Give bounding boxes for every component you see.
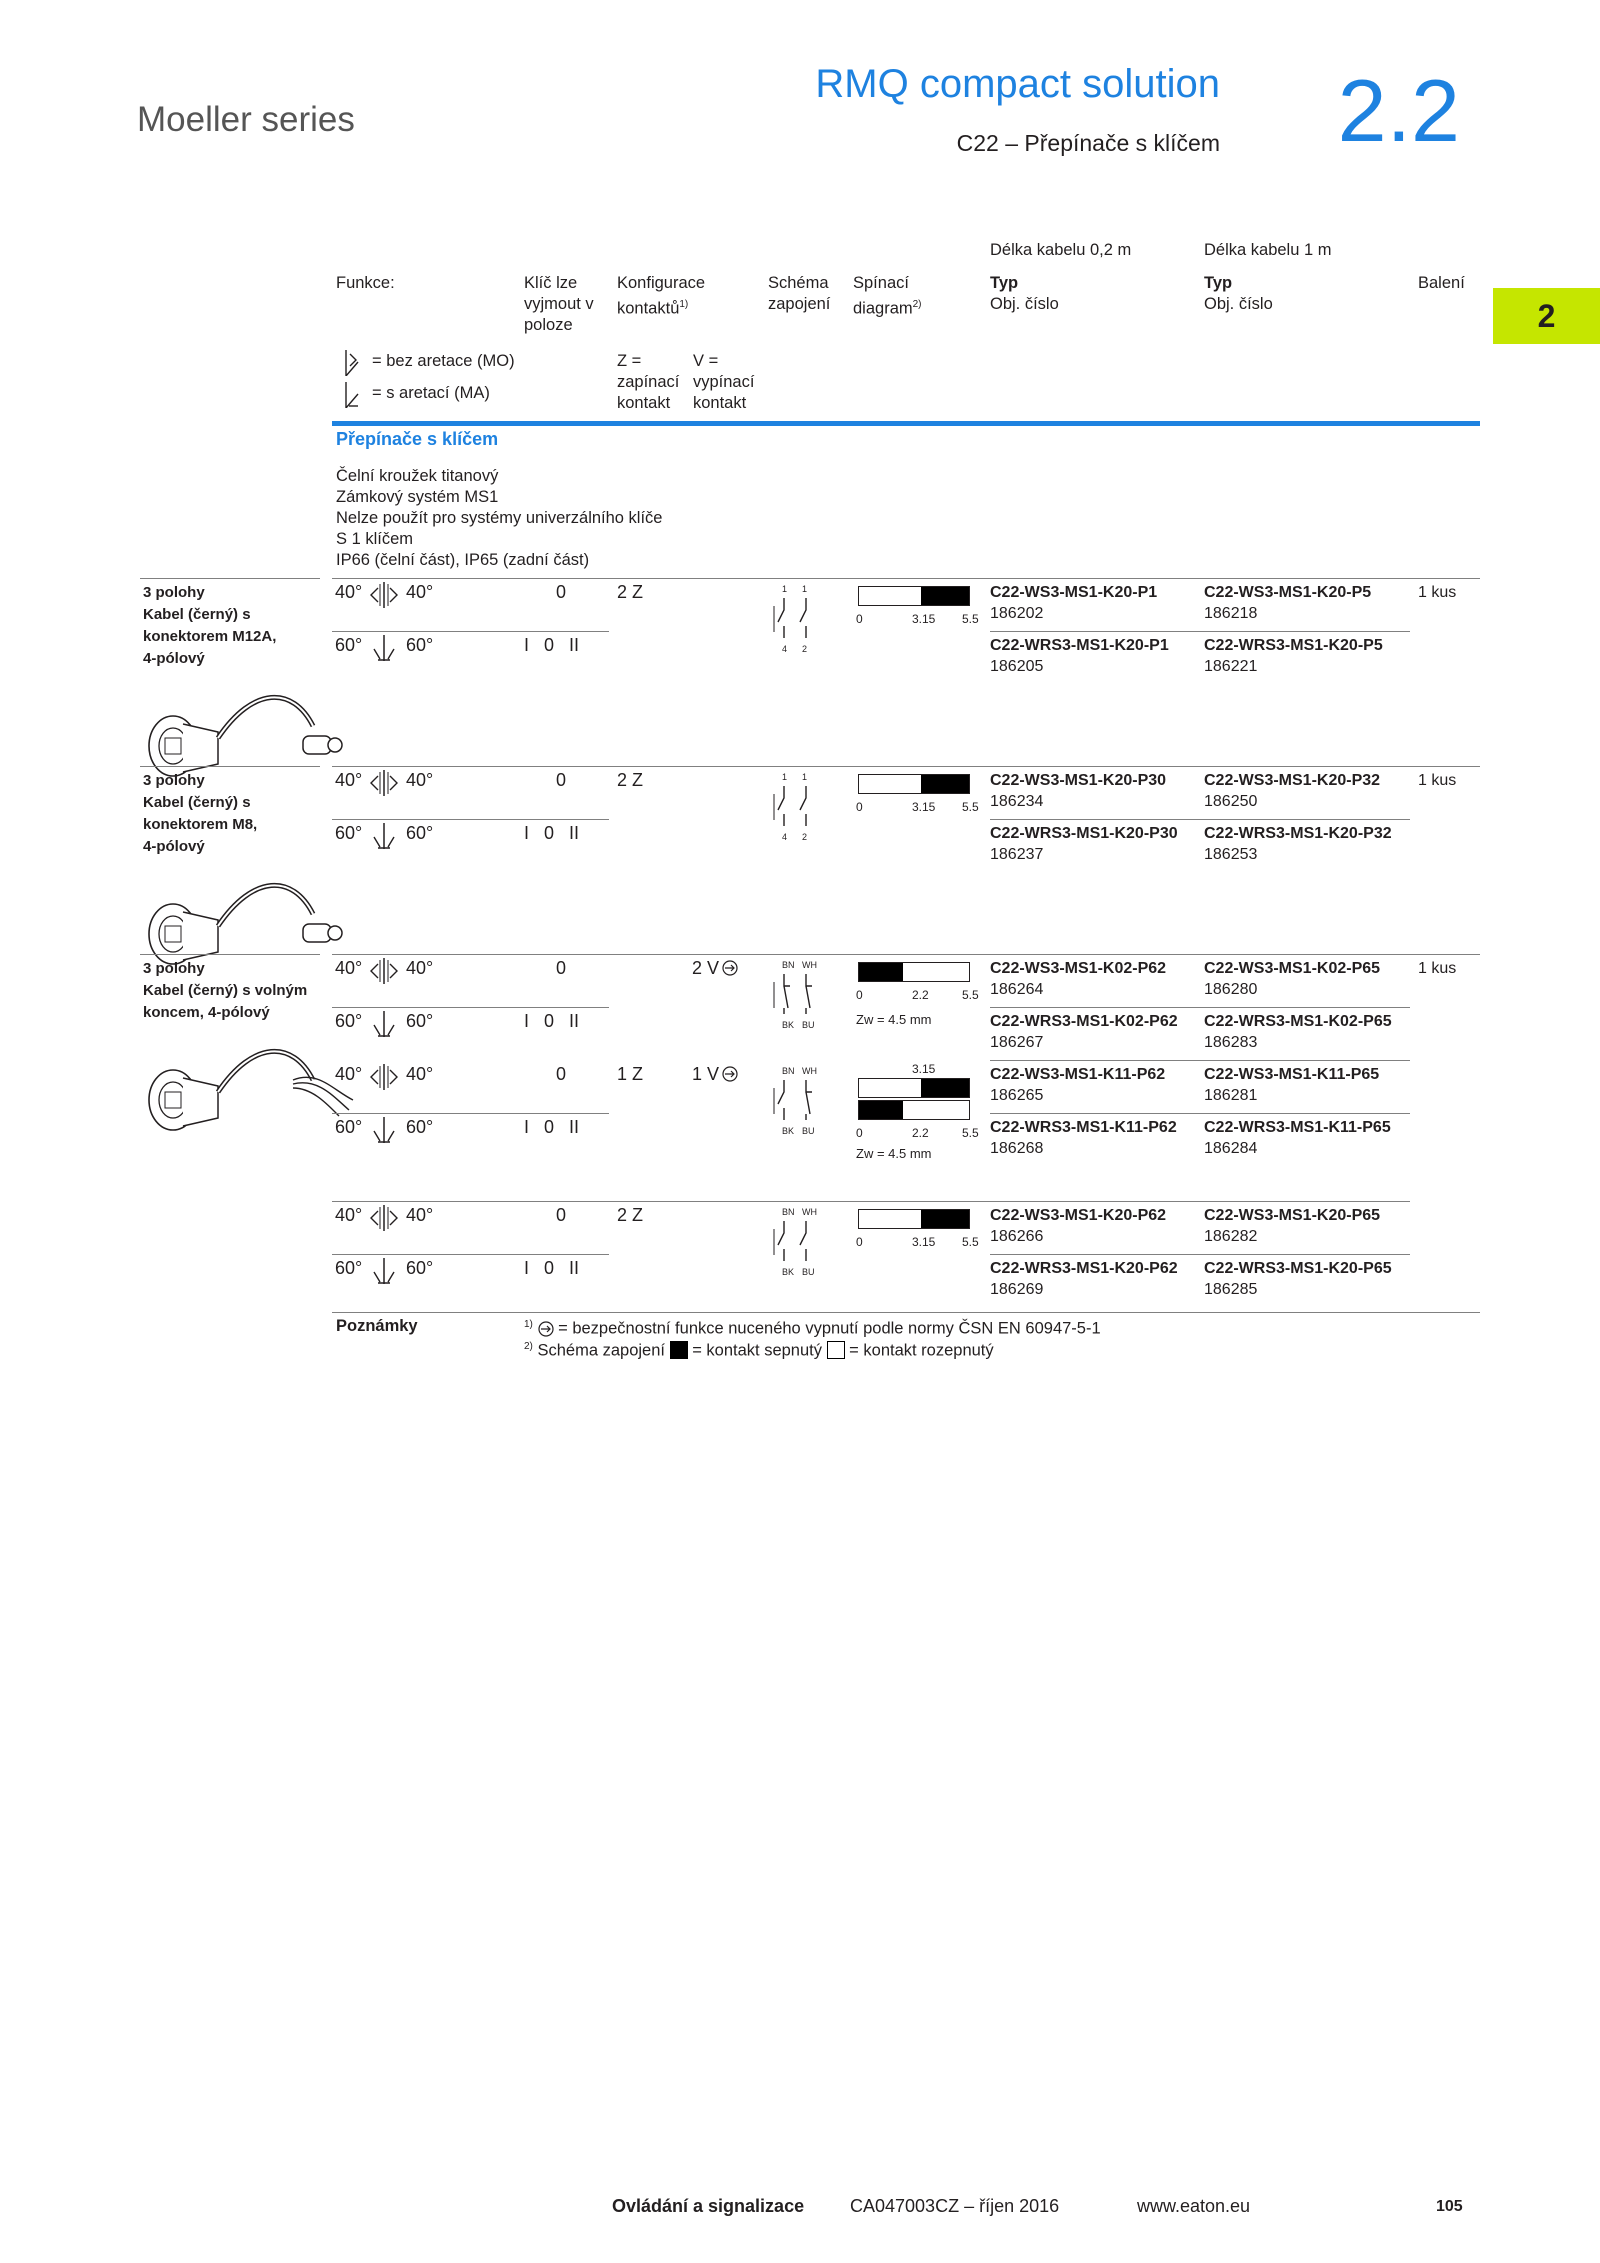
order-number-1m: 186284 — [1204, 1140, 1258, 1157]
angle-left: 60° — [335, 635, 363, 655]
footer-section: Ovládání a signalizace — [612, 2196, 805, 2216]
packaging: 1 kus — [1418, 584, 1457, 601]
chapter-tab-label: 2 — [1537, 297, 1556, 334]
legend-maintained: = s aretací (MA) — [372, 384, 490, 402]
group-label: 3 polohy Kabel (černý) s konektorem M12A, 4-pólový — [143, 584, 277, 667]
momentary-rotary-icon — [368, 1203, 400, 1238]
svg-text:WH: WH — [802, 960, 817, 970]
type-code-02m: C22-WRS3-MS1-K20-P30 — [990, 825, 1178, 842]
momentary-rotary-icon — [368, 1062, 400, 1097]
diagram-tick: 3.15 — [912, 612, 936, 626]
group-divider — [332, 766, 1480, 767]
row-divider — [990, 631, 1410, 632]
contact-config: 2 Z — [617, 1205, 644, 1225]
wiring-schema — [770, 768, 826, 857]
type-code-02m: C22-WRS3-MS1-K20-P62 — [990, 1260, 1178, 1277]
momentary-rotary-icon — [368, 956, 400, 991]
packaging: 1 kus — [1418, 960, 1457, 977]
contact-config: 1 Z — [617, 1064, 644, 1084]
type-code-02m: C22-WS3-MS1-K02-P62 — [990, 960, 1167, 977]
contact-config: 2 V — [692, 958, 720, 978]
row-divider — [990, 1254, 1410, 1255]
row-divider — [332, 1007, 609, 1008]
type-code-1m: C22-WRS3-MS1-K20-P5 — [1204, 637, 1383, 654]
type-header-2: Typ Obj. číslo — [1204, 274, 1273, 313]
zw-label: Zw = 4.5 mm — [856, 1012, 932, 1027]
order-number-02m: 186269 — [990, 1281, 1044, 1298]
type-code-1m: C22-WS3-MS1-K20-P5 — [1204, 584, 1372, 601]
notes-divider — [332, 1312, 1480, 1313]
type-code-1m: C22-WRS3-MS1-K20-P65 — [1204, 1260, 1392, 1277]
key-removable-header: Klíč lze vyjmout v poloze — [524, 274, 594, 334]
order-number-1m: 186221 — [1204, 658, 1258, 675]
svg-text:1: 1 — [802, 772, 808, 782]
diagram-tick: 5.5 — [962, 612, 979, 626]
group-label: 3 polohy Kabel (černý) s konektorem M8, 4-pólový — [143, 772, 258, 855]
diagram-tick: 0 — [856, 800, 863, 814]
contact-config: 2 Z — [617, 582, 644, 602]
diagram-tick: 2.2 — [912, 1126, 929, 1140]
angle-right: 60° — [406, 823, 434, 843]
maintained-icon — [344, 382, 360, 408]
type-code-02m: C22-WS3-MS1-K11-P62 — [990, 1066, 1166, 1083]
wiring-schema — [770, 1062, 826, 1151]
type-code-02m: C22-WS3-MS1-K20-P62 — [990, 1207, 1167, 1224]
angle-right: 60° — [406, 1117, 434, 1137]
maintained-rotary-icon — [368, 821, 400, 856]
angle-left: 60° — [335, 1258, 363, 1278]
key-positions: I 0 II — [524, 1011, 580, 1031]
open-contact-swatch — [827, 1341, 845, 1359]
svg-text:4: 4 — [782, 644, 788, 654]
switching-bar — [858, 962, 970, 982]
row-divider — [990, 1060, 1410, 1061]
contact-closed-segment — [921, 775, 969, 793]
order-number-02m: 186268 — [990, 1140, 1044, 1157]
footer-web[interactable]: www.eaton.eu — [1137, 2196, 1251, 2216]
intro-text: Čelní kroužek titanový Zámkový systém MS1 Nelze použít pro systémy univerzálního klíče S 1 klíčem IP66 (čelní část), IP65 (zadní část) — [336, 467, 663, 569]
row-divider — [332, 1113, 609, 1114]
group-divider — [332, 954, 1480, 955]
key-positions: I 0 II — [524, 1258, 580, 1278]
diagram-tick: 5.5 — [962, 1126, 979, 1140]
diagram-tick: 5.5 — [962, 800, 979, 814]
angle-left: 40° — [335, 582, 363, 602]
maintained-rotary-icon — [368, 1115, 400, 1150]
svg-text:BU: BU — [802, 1126, 815, 1136]
angle-right: 60° — [406, 1011, 434, 1031]
type-code-02m: C22-WS3-MS1-K20-P1 — [990, 584, 1158, 601]
svg-text:4: 4 — [782, 832, 788, 842]
group-label: 3 polohy Kabel (černý) s volným koncem, 4-pólový — [143, 960, 308, 1021]
type-header-1: Typ Obj. číslo — [990, 274, 1059, 313]
row-divider — [990, 1113, 1410, 1114]
angle-right: 40° — [406, 1064, 434, 1084]
section-title: Přepínače s klíčem — [336, 429, 499, 449]
wiring-diagram-header: Schéma zapojení — [768, 274, 831, 313]
key-positions: 0 — [556, 958, 567, 978]
group-divider — [140, 578, 320, 579]
switching-bar — [858, 586, 970, 606]
order-number-02m: 186267 — [990, 1034, 1044, 1051]
section-number: 2.2 — [1337, 61, 1460, 160]
angle-right: 60° — [406, 635, 434, 655]
block-divider — [332, 1201, 1410, 1202]
contact-closed-segment — [859, 963, 903, 981]
order-number-1m: 186285 — [1204, 1281, 1258, 1298]
note-1: $^{1)}$ = bezpečnostní funkce nuceného vypnutí podle normy ČSN EN 60947-5-1 — [524, 1319, 1101, 1338]
switching-bar — [858, 1100, 970, 1120]
diagram-tick: 0 — [856, 1235, 863, 1249]
key-positions: 0 — [556, 1205, 567, 1225]
diagram-tick: 2.2 — [912, 988, 929, 1002]
svg-text:BK: BK — [782, 1126, 795, 1136]
angle-left: 60° — [335, 823, 363, 843]
angle-left: 40° — [335, 958, 363, 978]
angle-left: 40° — [335, 1064, 363, 1084]
momentary-rotary-icon — [368, 768, 400, 803]
key-positions: 0 — [556, 770, 567, 790]
contact-closed-segment — [921, 587, 969, 605]
type-code-1m: C22-WRS3-MS1-K20-P32 — [1204, 825, 1392, 842]
row-divider — [332, 1254, 609, 1255]
key-positions: I 0 II — [524, 1117, 580, 1137]
group-divider — [140, 766, 320, 767]
angle-right: 40° — [406, 582, 434, 602]
contact-config: 2 Z — [617, 770, 644, 790]
closed-contact-swatch — [670, 1341, 688, 1359]
diagram-tick: 0 — [856, 988, 863, 1002]
contact-closed-segment — [859, 1101, 903, 1119]
type-code-02m: C22-WRS3-MS1-K20-P1 — [990, 637, 1169, 654]
svg-text:1: 1 — [782, 772, 788, 782]
switching-diagram-header: Spínací diagram$^{2)}$ — [853, 274, 922, 318]
angle-right: 40° — [406, 958, 434, 978]
order-number-1m: 186281 — [1204, 1087, 1258, 1104]
order-number-1m: 186283 — [1204, 1034, 1258, 1051]
maintained-rotary-icon — [368, 1009, 400, 1044]
order-number-1m: 186253 — [1204, 846, 1258, 863]
order-number-02m: 186202 — [990, 605, 1044, 622]
diagram-tick-top: 3.15 — [912, 1062, 936, 1076]
diagram-tick: 0 — [856, 612, 863, 626]
page-subtitle: C22 – Přepínače s klíčem — [956, 130, 1220, 156]
angle-right: 40° — [406, 770, 434, 790]
diagram-tick: 3.15 — [912, 1235, 936, 1249]
row-divider — [990, 1007, 1410, 1008]
group-divider — [140, 954, 320, 955]
packaging-header: Balení — [1418, 274, 1465, 292]
svg-text:BN: BN — [782, 1066, 795, 1076]
order-number-1m: 186280 — [1204, 981, 1258, 998]
series-label: Moeller series — [137, 100, 355, 139]
switching-bar — [858, 774, 970, 794]
forced-opening-icon — [538, 1321, 554, 1337]
angle-left: 40° — [335, 1205, 363, 1225]
row-divider — [990, 819, 1410, 820]
order-number-02m: 186264 — [990, 981, 1044, 998]
order-number-02m: 186265 — [990, 1087, 1044, 1104]
legend-z: Z = zapínací kontakt — [617, 352, 680, 412]
angle-left: 60° — [335, 1117, 363, 1137]
contact-closed-segment — [921, 1210, 969, 1228]
diagram-tick: 5.5 — [962, 988, 979, 1002]
funkce-header: Funkce: — [336, 274, 395, 292]
wiring-schema — [770, 580, 826, 669]
momentary-icon — [344, 350, 360, 376]
page-title: RMQ compact solution — [815, 62, 1220, 106]
svg-text:BK: BK — [782, 1020, 795, 1030]
wiring-schema — [770, 1203, 826, 1292]
footer-catalog: CA047003CZ – říjen 2016 — [850, 2196, 1060, 2216]
key-positions: 0 — [556, 582, 567, 602]
type-code-1m: C22-WRS3-MS1-K02-P65 — [1204, 1013, 1392, 1030]
momentary-rotary-icon — [368, 580, 400, 615]
cable-free-end-image — [143, 1030, 363, 1145]
maintained-rotary-icon — [368, 1256, 400, 1291]
contact-closed-segment — [921, 1079, 969, 1097]
contact-config-header: Konfigurace kontaktů$^{1)}$ — [617, 274, 706, 318]
order-number-02m: 186237 — [990, 846, 1044, 863]
type-code-1m: C22-WRS3-MS1-K11-P65 — [1204, 1119, 1391, 1136]
key-positions: I 0 II — [524, 635, 580, 655]
group-divider — [332, 578, 1480, 579]
svg-text:BU: BU — [802, 1267, 815, 1277]
contact-config-2: 1 V — [692, 1064, 720, 1084]
angle-right: 40° — [406, 1205, 434, 1225]
forced-opening-icon — [722, 1066, 738, 1087]
type-code-1m: C22-WS3-MS1-K20-P32 — [1204, 772, 1381, 789]
svg-text:2: 2 — [802, 644, 808, 654]
order-number-02m: 186205 — [990, 658, 1044, 675]
svg-text:1: 1 — [782, 584, 788, 594]
switching-bar — [858, 1078, 970, 1098]
order-number-02m: 186234 — [990, 793, 1044, 810]
chapter-tab — [1493, 288, 1600, 344]
svg-text:BN: BN — [782, 1207, 795, 1217]
cable-length-02-header: Délka kabelu 0,2 m — [990, 241, 1132, 259]
wiring-schema — [770, 956, 826, 1045]
cable-length-1-header: Délka kabelu 1 m — [1204, 241, 1332, 259]
diagram-tick: 5.5 — [962, 1235, 979, 1249]
type-code-1m: C22-WS3-MS1-K20-P65 — [1204, 1207, 1381, 1224]
angle-left: 60° — [335, 1011, 363, 1031]
type-code-1m: C22-WS3-MS1-K02-P65 — [1204, 960, 1381, 977]
svg-text:BU: BU — [802, 1020, 815, 1030]
key-positions: 0 — [556, 1064, 567, 1084]
svg-text:BN: BN — [782, 960, 795, 970]
section-rule — [332, 421, 1480, 426]
order-number-02m: 186266 — [990, 1228, 1044, 1245]
switching-bar — [858, 1209, 970, 1229]
key-positions: I 0 II — [524, 823, 580, 843]
page-number: 105 — [1436, 2198, 1463, 2215]
type-code-02m: C22-WRS3-MS1-K02-P62 — [990, 1013, 1178, 1030]
zw-label: Zw = 4.5 mm — [856, 1146, 932, 1161]
legend-v: V = vypínací kontakt — [693, 352, 755, 412]
diagram-tick: 3.15 — [912, 800, 936, 814]
legend-momentary: = bez aretace (MO) — [372, 352, 515, 370]
row-divider — [332, 631, 609, 632]
type-code-02m: C22-WS3-MS1-K20-P30 — [990, 772, 1167, 789]
maintained-rotary-icon — [368, 633, 400, 668]
angle-right: 60° — [406, 1258, 434, 1278]
packaging: 1 kus — [1418, 772, 1457, 789]
type-code-1m: C22-WS3-MS1-K11-P65 — [1204, 1066, 1380, 1083]
angle-left: 40° — [335, 770, 363, 790]
type-code-02m: C22-WRS3-MS1-K11-P62 — [990, 1119, 1177, 1136]
order-number-1m: 186282 — [1204, 1228, 1258, 1245]
svg-text:WH: WH — [802, 1066, 817, 1076]
svg-text:WH: WH — [802, 1207, 817, 1217]
diagram-tick: 0 — [856, 1126, 863, 1140]
order-number-1m: 186218 — [1204, 605, 1258, 622]
note-2: $^{2)}$ Schéma zapojení = kontakt sepnutý = kontakt rozepnutý — [524, 1341, 994, 1360]
svg-text:1: 1 — [802, 584, 808, 594]
svg-text:2: 2 — [802, 832, 808, 842]
svg-text:BK: BK — [782, 1267, 795, 1277]
order-number-1m: 186250 — [1204, 793, 1258, 810]
row-divider — [332, 819, 609, 820]
forced-opening-icon — [722, 960, 738, 981]
notes-label: Poznámky — [336, 1317, 418, 1335]
